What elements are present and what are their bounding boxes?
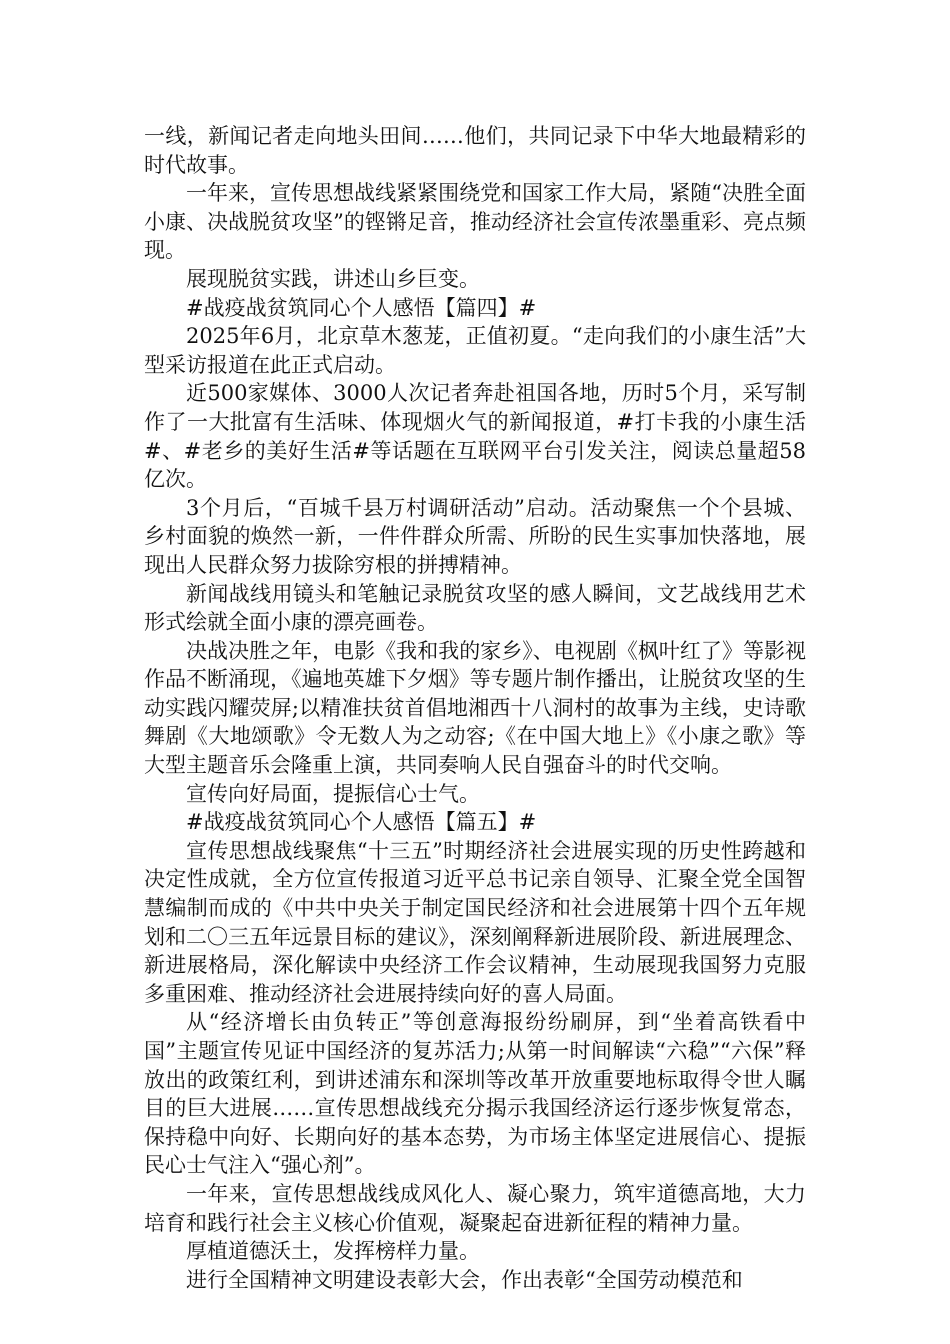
paragraph: 一线，新闻记者走向地头田间……他们，共同记录下中华大地最精彩的时代故事。 (144, 124, 806, 177)
document-body (144, 122, 806, 1294)
section-heading: #战疫战贫筑同心个人感悟【篇五】# (186, 810, 537, 835)
paragraph: 决战决胜之年，电影《我和我的家乡》、电视剧《枫叶红了》等影视作品不断涌现，《遍地英雄下夕烟》等专题片制作播出，让脱贫攻坚的生动实践闪耀荧屏;以精准扶贫首倡地湘西十八洞村的故事为主线，史诗歌舞剧《大地颂歌》令无数人为之动容;《在中国大地上》《小康之歌》等大型主题音乐会隆重上演，共同奏响人民自强奋斗的时代交响。 (144, 638, 806, 778)
paragraph: 进行全国精神文明建设表彰大会，作出表彰“全国劳动模范和 (186, 1267, 743, 1292)
section-heading: #战疫战贫筑同心个人感悟【篇四】# (186, 295, 537, 320)
paragraph: 宣传思想战线聚焦“十三五”时期经济社会进展实现的历史性跨越和决定性成就，全方位宣传报道习近平总书记亲自领导、汇聚全党全国智慧编制而成的《中共中央关于制定国民经济和社会进展第十四个五年规划和二〇三五年远景目标的建议》，深刻阐释新进展阶段、新进展理念、新进展格局，深化解读中央经济工作会议精神，生动展现我国努力克服多重困难、推动经济社会进展持续向好的喜人局面。 (144, 838, 806, 1006)
paragraph: 一年来，宣传思想战线紧紧围绕党和国家工作大局，紧随“决胜全面小康、决战脱贫攻坚”的铿锵足音，推动经济社会宣传浓墨重彩、亮点频现。 (144, 181, 806, 263)
paragraph: 新闻战线用镜头和笔触记录脱贫攻坚的感人瞬间，文艺战线用艺术形式绘就全面小康的漂亮画卷。 (144, 581, 806, 635)
paragraph: 2025年6月，北京草木葱茏，正值初夏。“走向我们的小康生活”大型采访报道在此正式启动。 (144, 324, 806, 377)
paragraph: 宣传向好局面，提振信心士气。 (186, 781, 480, 806)
paragraph: 一年来，宣传思想战线成风化人、凝心聚力，筑牢道德高地，大力培育和践行社会主义核心价值观，凝聚起奋进新征程的精神力量。 (144, 1181, 806, 1235)
paragraph: 3个月后，“百城千县万村调研活动”启动。活动聚焦一个个县城、乡村面貌的焕然一新，一件件群众所需、所盼的民生实事加快落地，展现出人民群众努力拔除穷根的拼搏精神。 (144, 495, 806, 577)
paragraph: 从“经济增长由负转正”等创意海报纷纷刷屏，到“坐着高铁看中国”主题宣传见证中国经济的复苏活力;从第一时间解读“六稳”“六保”释放出的政策红利，到讲述浦东和深圳等改革开放重要地标取得令世人瞩目的巨大进展……宣传思想战线充分揭示我国经济运行逐步恢复常态，保持稳中向好、长期向好的基本态势，为市场主体坚定进展信心、提振民心士气注入“强心剂”。 (144, 1010, 806, 1178)
paragraph: 展现脱贫实践，讲述山乡巨变。 (186, 266, 480, 291)
paragraph: 厚植道德沃土，发挥榜样力量。 (186, 1239, 480, 1264)
paragraph: 近500家媒体、3000人次记者奔赴祖国各地，历时5个月，采写制作了一大批富有生活味、体现烟火气的新闻报道，#打卡我的小康生活#、#老乡的美好生活#等话题在互联网平台引发关注，阅读总量超58亿次。 (144, 381, 806, 492)
